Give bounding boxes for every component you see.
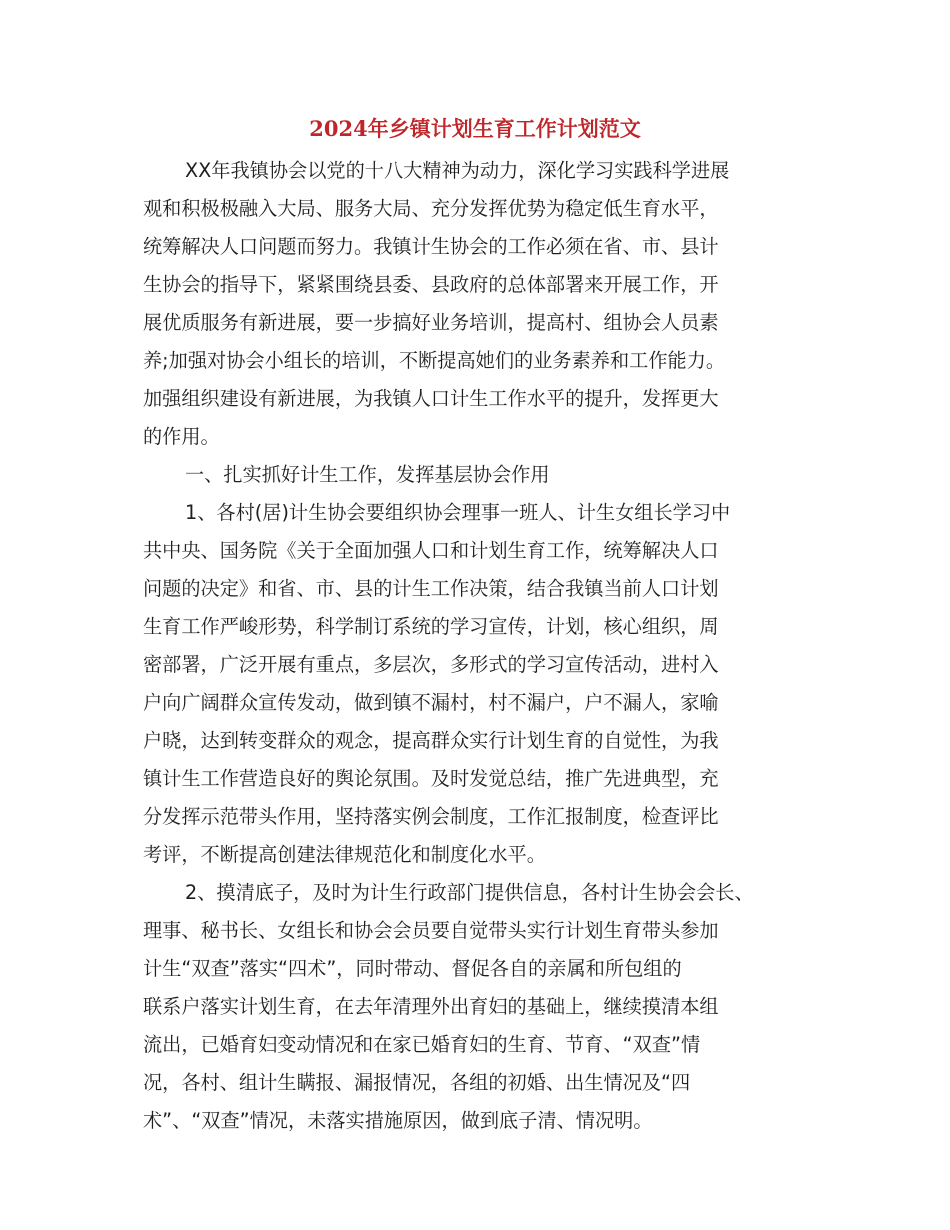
text-line: 共中央、国务院《关于全面加强人口和计划生育工作，统筹解决人口 (143, 539, 719, 562)
text-line: 2、摸清底子，及时为计生行政部门提供信息，各村计生协会会长、 (185, 881, 754, 904)
text-line: 考评，不断提高创建法律规范化和制度化水平。 (143, 843, 546, 866)
section-heading: 一、扎实抓好计生工作，发挥基层协会作用 (185, 463, 550, 486)
document-title: 2024年乡镇计划生育工作计划范文 (309, 116, 641, 141)
text-line: 理事、秘书长、女组长和协会会员要自觉带头实行计划生育带头参加 (143, 919, 719, 942)
text-line: XX年我镇协会以党的十八大精神为动力，深化学习实践科学进展 (185, 159, 730, 182)
text-line: 流出，已婚育妇变动情况和在家已婚育妇的生育、节育、“双查”情 (143, 1033, 701, 1056)
text-line: 况，各村、组计生瞒报、漏报情况，各组的初婚、出生情况及“四 (143, 1071, 691, 1094)
text-line: 统筹解决人口问题而努力。我镇计生协会的工作必须在省、市、县计 (143, 235, 719, 258)
text-line: 的作用。 (143, 425, 220, 448)
text-line: 镇计生工作营造良好的舆论氛围。及时发觉总结，推广先进典型，充 (143, 767, 719, 790)
text-line: 展优质服务有新进展，要一步搞好业务培训，提高村、组协会人员素 (143, 311, 719, 334)
text-line: 养;加强对协会小组长的培训，不断提高她们的业务素养和工作能力。 (143, 349, 726, 372)
text-line: 户向广阔群众宣传发动，做到镇不漏村，村不漏户，户不漏人，家喻 (143, 691, 719, 714)
text-line: 计生“双查”落实“四术”，同时带动、督促各自的亲属和所包组的 (143, 957, 682, 980)
text-line: 生协会的指导下，紧紧围绕县委、县政府的总体部署来开展工作，开 (143, 273, 719, 296)
text-line: 分发挥示范带头作用，坚持落实例会制度，工作汇报制度，检查评比 (143, 805, 719, 828)
text-line: 户晓，达到转变群众的观念，提高群众实行计划生育的自觉性，为我 (143, 729, 719, 752)
text-line: 加强组织建设有新进展，为我镇人口计生工作水平的提升，发挥更大 (143, 387, 719, 410)
text-line: 观和积极极融入大局、服务大局、充分发挥优势为稳定低生育水平， (143, 197, 719, 220)
text-line: 问题的决定》和省、市、县的计生工作决策，结合我镇当前人口计划 (143, 577, 719, 600)
text-line: 生育工作严峻形势，科学制订系统的学习宣传，计划，核心组织，周 (143, 615, 719, 638)
text-line: 密部署，广泛开展有重点，多层次，多形式的学习宣传活动，进村入 (143, 653, 719, 676)
text-line: 联系户落实计划生育，在去年清理外出育妇的基础上，继续摸清本组 (143, 995, 719, 1018)
text-line: 1、各村(居)计生协会要组织协会理事一班人、计生女组长学习中 (185, 501, 731, 524)
text-line: 术”、“双查”情况，未落实措施原因，做到底子清、情况明。 (143, 1109, 653, 1132)
